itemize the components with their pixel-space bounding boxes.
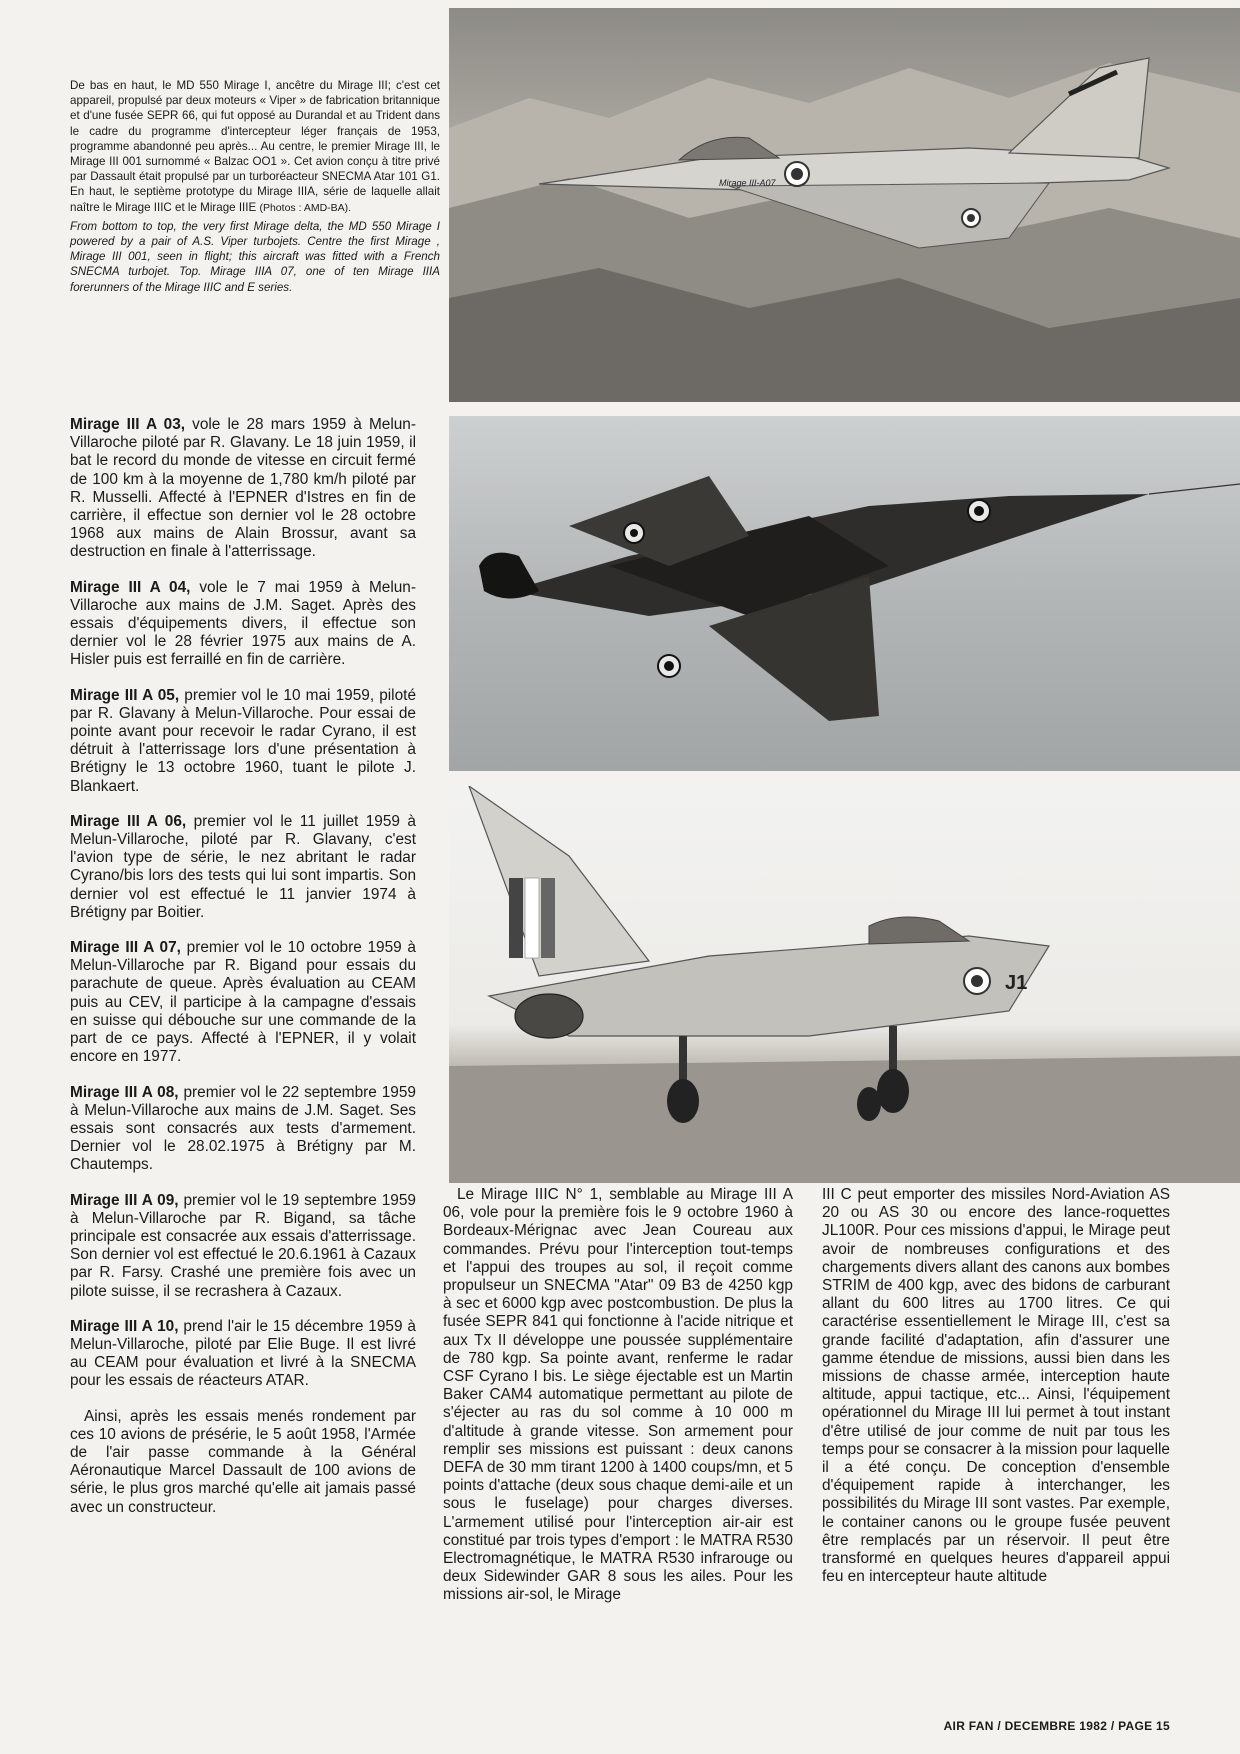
entry-heading: Mirage III A 03, [70,416,186,433]
caption-english: From bottom to top, the very first Mirage delta, the MD 550 Mirage I powered by a pair of A.S. Viper turbojets. Centre the first Mirage , Mirage III 001, seen in flight; this aircraft was fitted with a French SNECMA turbojet. Top. Mirage IIIA 07, one of ten Mirage IIIA forerunners of the Mirage IIIC and E series. [70,219,440,294]
page-footer: AIR FAN / DECEMBRE 1982 / PAGE 15 [943,1719,1170,1733]
photo-mirage-iiia-in-flight [449,8,1240,402]
entry-heading: Mirage III A 06, [70,812,187,830]
entry-body: premier vol le 11 juillet 1959 à Melun-Villaroche, piloté par R. Glavany, c'est l'avion type de série, le nez abritant le radar Cyrano/bis lors des tests qui lui sont impartis. Son dernier vol est effectué le 11 janvier 1974 à Brétigny par Boitier. [70,812,416,921]
photo-caption [70,78,440,295]
mirage-iii-001-illustration [449,416,1240,771]
entry-heading: Mirage III A 05, [70,686,180,704]
entry-heading: Mirage III A 04, [70,578,191,596]
entry-body: premier vol le 10 octobre 1959 à Melun-Villaroche par R. Bigand pour essais du parachute de queue. Après évaluation au CEAM puis au CEV, il participe à la campagne d'essais en suisse qui débouche sur une commande de la part de ce pays. Affecté à l'EPNER, il y volait encore en 1977. [70,939,416,1066]
entry-mirage-iii-a-06 [70,813,416,922]
entry-body: premier vol le 10 mai 1959, piloté par R. Glavany à Melun-Villaroche. Pour essai de pointe avant pour recevoir le radar Cyrano, il est détruit à l'atterrissage lors d'une présentation à Brétigny le 13 octobre 1960, tuant le pilote J. Blankaert. [70,686,416,795]
md550-mirage-i-illustration [449,786,1240,1183]
entry-mirage-iii-a-09 [70,1192,416,1301]
caption-french-text: De bas en haut, le MD 550 Mirage I, ancêtre du Mirage III; c'est cet appareil, propulsé par deux moteurs « Viper » de fabrication britannique et d'une fusée SEPR 66, qui fut opposé au Durandal et au Trident dans le cadre du programme d'intercepteur léger français de 1953, programme abandonné peu après... Au centre, le premier Mirage III, le Mirage III 001 surnommé « Balzac OO1 ». Cet avion conçu à titre privé par Dassault était propulsé par un turboréacteur SNECMA Atar 101 G1. En haut, le septième prototype du Mirage IIIA, série de laquelle allait naître le Mirage IIIC et le Mirage IIIE [70,79,440,214]
middle-column-text: Le Mirage IIIC N° 1, semblable au Mirage III A 06, vole pour la première fois le 9 octobre 1960 à Bordeaux-Mérignac avec Jean Coureau aux commandes. Prévu pour l'interception tout-temps et l'appui des troupes au sol, il reçoit comme propulseur un SNECMA "Atar" 09 B3 de 4250 kgp à sec et 6000 kgp avec postcombustion. De plus la fusée SEPR 841 qui fonctionne à l'acide nitrique et aux Tx II développe une poussée supplémentaire de 780 kgp. Sa pointe avant, renferme le radar CSF Cyrano I bis. Le siège éjectable est un Martin Baker CAM4 automatique permettant au pilote de s'éjecter au ras du sol comme à 10 000 m d'altitude à grande vitesse. Son armement pour remplir ses missions est puissant : deux canons DEFA de 30 mm tirant 1200 à 1400 coups/mn, et 5 points d'attache (deux sous chaque demi-aile et un sous le fuselage) pour charges diverses. L'armement utilisé pour l'interception air-air est constitué par trois types d'emport : le MATRA R530 Electromagnétique, le MATRA R530 infrarouge ou deux Sidewinder GAR 8 sous les ailes. Pour les missions air-sol, le Mirage [443,1186,793,1604]
entry-heading: Mirage III A 09, [70,1191,179,1209]
entry-body: prend l'air le 15 décembre 1959 à Melun-Villaroche, piloté par Elie Buge. Il est livré au CEAM pour évaluation et livré à la SNECMA pour les essais de réacteurs ATAR. [70,1317,416,1390]
mirage-iiia-illustration [449,8,1240,402]
caption-french [70,78,440,216]
entry-mirage-iii-a-10 [70,1318,416,1391]
entry-heading: Mirage III A 10, [70,1317,179,1335]
photo-mirage-iii-001-in-flight [449,416,1240,771]
entry-mirage-iii-a-04 [70,579,416,670]
entry-heading: Mirage III A 07, [70,939,181,957]
entry-body: vole le 28 mars 1959 à Melun-Villaroche piloté par R. Glavany. Le 18 juin 1959, il bat le record du monde de vitesse en circuit fermé de 100 km à la moyenne de 1,780 km/h piloté par R. Musselli. Affecté à l'EPNER d'Istres en fin de carrière, il effectue son dernier vol le 28 octobre 1968 aux mains de Alain Brossur, avant sa destruction en finale à l'atterrissage. [70,416,416,561]
entry-body: premier vol le 19 septembre 1959 à Melun-Villaroche par R. Bigand, sa tâche principale est consacrée aux essais d'atterrissage. Son dernier vol est effectué le 20.6.1961 à Cazaux par R. Farsy. Crashé une première fois avec un pilote suisse, il se recrashera à Cazaux. [70,1191,416,1300]
entry-mirage-iii-a-07 [70,939,416,1066]
left-column-entries [70,416,416,1534]
photo-md550-mirage-i-on-ground [449,786,1240,1183]
bottom-photo-tail-code: J1 [1005,972,1028,994]
entry-body: premier vol le 22 septembre 1959 à Melun-Villaroche aux mains de J.M. Saget. Ses essais sont consacrés aux tests d'armement. Dernier vol le 28.02.1975 à Brétigny par M. Chautemps. [70,1083,416,1174]
entry-heading: Mirage III A 08, [70,1083,179,1101]
entry-mirage-iii-a-05 [70,687,416,796]
closing-paragraph: Ainsi, après les essais menés rondement par ces 10 avions de présérie, le 5 août 1958, l'Armée de l'air passe commande à la Général Aéronautique Marcel Dassault de 100 avions de série, le plus gros marché qu'elle ait jamais passé avec un constructeur. [70,1407,416,1516]
entry-mirage-iii-a-03 [70,416,416,562]
entry-body: vole le 7 mai 1959 à Melun-Villaroche aux mains de J.M. Saget. Après des essais d'équipements divers, il effectue son dernier vol le 28 février 1975 aux mains de A. Hisler puis est ferraillé en fin de carrière. [70,578,416,669]
entry-mirage-iii-a-08 [70,1084,416,1175]
top-photo-nose-marking: Mirage III-A07 [719,178,776,188]
right-column-text: III C peut emporter des missiles Nord-Aviation AS 20 ou AS 30 ou encore des lance-roquettes JL100R. Pour ces missions d'appui, le Mirage peut avoir de nombreuses configurations et des chargements divers allant des canons aux bombes STRIM de 400 kgp, avec des bidons de carburant allant du 600 litres au 1700 litres. Ce qui caractérise essentiellement le Mirage III, c'est sa grande facilité d'adaptation, afin d'assurer une gamme étendue de missions, aussi bien dans les missions de chasse armée, interception haute altitude, appui tactique, etc... Ainsi, l'équipement opérationnel du Mirage III lui permet à tout instant d'être utilisé de jour comme de nuit par tous les temps pour se consacrer à la mission pour laquelle il a été conçu. De conception d'ensemble d'équipement rapide à interchanger, les possibilités du Mirage III sont vastes. Par exemple, le container canons ou le groupe fusée peuvent être remplacés par un réservoir. Il peut être transformé en quelques heures d'appareil appui feu en intercepteur haute altitude [822,1186,1170,1586]
photo-credit: (Photos : AMD-BA). [259,201,352,214]
